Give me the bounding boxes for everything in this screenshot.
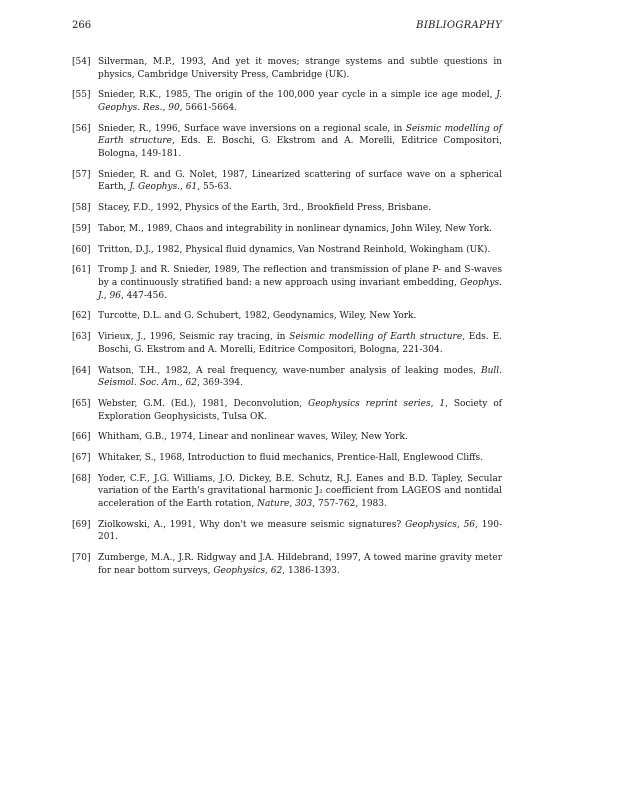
reference-text-segment: Tritton, D.J., 1982, Physical fluid dynamics, Van Nostrand Reinhold, Wokingham (UK). <box>98 244 491 255</box>
reference-text <box>98 473 502 511</box>
reference-entry <box>72 169 502 194</box>
reference-text-segment: , Eds. E. Boschi, G. Ekstrom and A. Morelli, Editrice Compositori, Bologna, 221-304. <box>98 332 503 355</box>
reference-text-segment: , 447-456. <box>120 290 167 301</box>
reference-entry <box>72 365 502 390</box>
reference-text <box>98 244 502 257</box>
reference-source-italic: Bull. Seismol. Soc. Am., 62 <box>98 365 502 389</box>
running-title: BIBLIOGRAPHY <box>416 20 502 31</box>
reference-number: [60] <box>72 244 91 255</box>
reference-source-italic: Seismic modelling of Earth structure <box>289 332 463 343</box>
reference-text-segment: , 369-394. <box>196 378 243 389</box>
reference-text-segment: Tabor, M., 1989, Chaos and integrability in nonlinear dynamics, John Wiley, New York. <box>98 223 493 234</box>
reference-entry <box>72 473 502 511</box>
reference-text-segment: Snieder, R. and G. Nolet, 1987, Linearized scattering of surface wave on a spherical Earth, <box>98 169 502 193</box>
reference-number: [70] <box>72 553 91 564</box>
reference-number: [54] <box>72 57 91 67</box>
reference-number: [62] <box>72 311 91 322</box>
reference-source-italic: Nature, 303 <box>257 499 313 510</box>
reference-entry <box>72 431 502 444</box>
reference-text <box>98 331 502 356</box>
reference-entry <box>72 223 502 236</box>
reference-text-segment: Whitaker, S., 1968, Introduction to fluid mechanics, Prentice-Hall, Englewood Cliffs. <box>98 453 484 464</box>
reference-source-italic: Geophysics reprint series, 1 <box>308 398 446 409</box>
reference-number: [65] <box>72 398 91 409</box>
reference-text-segment: , 757-762, 1983. <box>312 499 387 510</box>
reference-entry <box>72 310 502 323</box>
reference-entry <box>72 519 502 544</box>
reference-text-segment: Ziolkowski, A., 1991, Why don't we measure seismic signatures? <box>98 519 406 530</box>
reference-entry <box>72 331 502 356</box>
reference-list <box>72 56 502 577</box>
reference-number: [67] <box>72 453 91 464</box>
reference-text <box>98 452 502 465</box>
reference-text <box>98 202 502 215</box>
reference-number: [58] <box>72 203 91 214</box>
reference-number: [63] <box>72 332 91 343</box>
reference-entry <box>72 398 502 423</box>
reference-text-segment: Tromp J. and R. Snieder, 1989, The reflection and transmission of plane P- and S-waves by a continuously stratified band: a new approach using invariant embedding, <box>98 265 502 289</box>
reference-text-segment: Snieder, R., 1996, Surface wave inversions on a regional scale, in <box>98 123 406 134</box>
reference-entry <box>72 89 502 114</box>
reference-text <box>98 398 502 423</box>
reference-source-italic: Geophysics, 56 <box>405 519 476 530</box>
reference-source-italic: J. Geophys. Res., 90 <box>98 90 502 113</box>
reference-number: [55] <box>72 90 91 101</box>
reference-text <box>98 264 502 302</box>
running-header <box>72 20 502 36</box>
reference-text <box>98 310 502 323</box>
reference-entry <box>72 123 502 161</box>
reference-number: [57] <box>72 169 91 180</box>
reference-text <box>98 89 502 114</box>
reference-number: [68] <box>72 473 91 484</box>
book-page <box>72 20 502 586</box>
reference-number: [61] <box>72 265 91 276</box>
reference-text <box>98 169 502 194</box>
reference-text-segment: Whitham, G.B., 1974, Linear and nonlinear waves, Wiley, New York. <box>98 432 408 443</box>
reference-entry <box>72 452 502 465</box>
reference-text <box>98 56 502 81</box>
reference-text <box>98 552 502 577</box>
reference-text-segment: Stacey, F.D., 1992, Physics of the Earth, 3rd., Brookfield Press, Brisbane. <box>98 203 432 214</box>
reference-entry <box>72 244 502 257</box>
reference-source-italic: Geophys. J., 96 <box>98 278 502 301</box>
reference-text-segment: Virieux, J., 1996, Seismic ray tracing, in <box>98 332 290 343</box>
reference-entry <box>72 552 502 577</box>
reference-entry <box>72 56 502 81</box>
reference-number: [56] <box>72 123 91 134</box>
reference-number: [59] <box>72 223 91 234</box>
reference-text <box>98 519 502 544</box>
reference-text-segment: Watson, T.H., 1982, A real frequency, wave-number analysis of leaking modes, <box>98 365 481 376</box>
reference-text <box>98 365 502 390</box>
reference-text-segment: , 190-201. <box>98 519 502 543</box>
reference-text-segment: Zumberge, M.A., J.R. Ridgway and J.A. Hildebrand, 1997, A towed marine gravity meter for near bottom surveys, <box>98 553 502 576</box>
reference-text <box>98 431 502 444</box>
reference-text-segment: Turcotte, D.L. and G. Schubert, 1982, Geodynamics, Wiley, New York. <box>98 311 417 322</box>
reference-source-italic: Seismic modelling of Earth structure <box>98 123 502 147</box>
reference-number: [64] <box>72 365 91 376</box>
reference-text-segment: , 1386-1393. <box>282 565 340 576</box>
reference-text-segment: Webster, G.M. (Ed.), 1981, Deconvolution, <box>98 398 308 409</box>
reference-entry <box>72 264 502 302</box>
reference-source-italic: Geophysics, 62 <box>213 565 283 576</box>
reference-text-segment: , 55-63. <box>197 182 232 193</box>
page-number: 266 <box>72 20 92 31</box>
reference-number: [69] <box>72 519 91 530</box>
reference-text-segment: Snieder, R.K., 1985, The origin of the 100,000 year cycle in a simple ice age model, <box>98 90 497 101</box>
reference-text <box>98 223 502 236</box>
reference-source-italic: J. Geophys., 61 <box>129 182 198 193</box>
reference-text-segment: , Eds. E. Boschi, G. Ekstrom and A. Morelli, Editrice Compositori, Bologna, 149-181. <box>98 136 502 159</box>
reference-text-segment: Silverman, M.P., 1993, And yet it moves; strange systems and subtle questions in physics, Cambridge University Press, Cambridge (UK). <box>98 57 502 80</box>
reference-text-segment: Yoder, C.F., J.G. Williams, J.O. Dickey, B.E. Schutz, R.J. Eanes and B.D. Tapley, Secular variation of the Earth's gravitational harmonic J₂ coefficient from LAGEOS and nontidal acceleration of the Earth rotation, <box>98 473 502 510</box>
reference-text-segment: , Society of Exploration Geophysicists, Tulsa OK. <box>98 398 502 422</box>
reference-text <box>98 123 502 161</box>
reference-text-segment: , 5661-5664. <box>179 102 238 113</box>
reference-number: [66] <box>72 432 91 443</box>
reference-entry <box>72 202 502 215</box>
